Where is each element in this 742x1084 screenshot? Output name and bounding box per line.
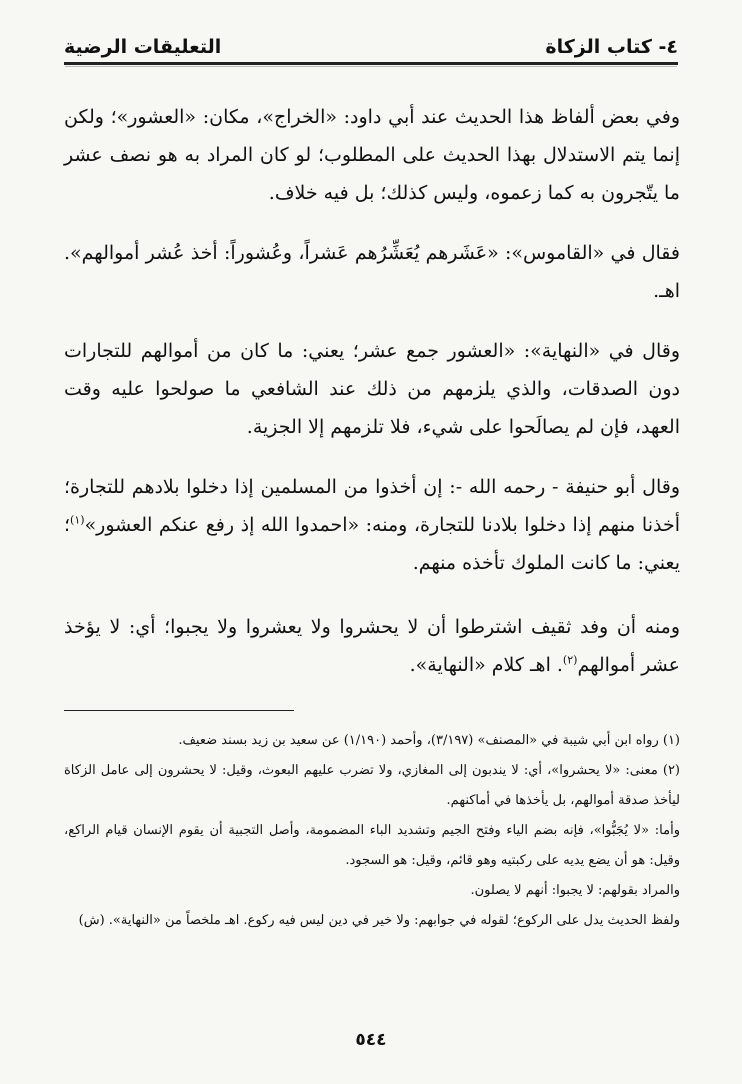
running-header [64,28,678,58]
book-title: التعليقات الرضية [64,36,222,58]
page-number: ٥٤٤ [355,1030,387,1050]
footnote-ref: (٢) [562,653,578,667]
footnote: ولفظ الحديث يدل على الركوع؛ لقوله في جوابهم: ولا خير في دين ليس فيه ركوع. اهـ ملخصاً من «النهاية». (ش) [78,913,680,928]
paragraph [64,608,680,684]
footnotes [64,726,680,936]
footnote: (١) رواه ابن أبي شيبة في «المصنف» (٣/١٩٧)، وأحمد (١/١٩٠) عن سعيد بن زيد بسند ضعيف. [178,733,680,748]
paragraph: وقال في «النهاية»: «العشور جمع عشر؛ يعني: ما كان من أموالهم للتجارات دون الصدقات، والذي يلزمهم من ذلك عند الشافعي ما صولحوا عليه وقت العهد، فإن لم يصالَحوا على شيء، فلا تلزمهم إلا الجزية. [64,340,680,438]
footnote: (٢) معنى: «لا يحشروا»، أي: لا يندبون إلى المغازي، ولا تضرب عليهم البعوث، وقيل: لا يحشرون إلى عامل الزكاة ليأخذ صدقة أموالهم، بل يأخذها في أماكنهم. [64,763,680,808]
paragraph-text: . اهـ كلام «النهاية». [409,654,563,676]
footnote: وأما: «لا يُجَبُّوا»، فإنه بضم الياء وفتح الجيم وتشديد الباء المضمومة، وأصل التجبية أن يقوم الإنسان قيام الراكع، وقيل: هو أن يضع يديه على ركبتيه وهو قائم، وقيل: هو السجود. [64,823,680,868]
header-rule [64,62,678,65]
chapter-title: ٤- كتاب الزكاة [545,36,678,58]
footnote-ref: (١) [70,513,85,527]
paragraph [64,468,680,582]
paragraph: وفي بعض ألفاظ هذا الحديث عند أبي داود: «الخراج»، مكان: «العشور»؛ ولكن إنما يتم الاستدلال بهذا الحديث على المطلوب؛ لو كان المراد به هو نصف عشر ما يتّجرون به كما زعموه، وليس كذلك؛ بل فيه خلاف. [64,106,680,204]
main-text [64,98,680,706]
paragraph-text: ومنه أن وفد ثقيف اشترطوا أن لا يحشروا ولا يعشروا ولا يجبوا؛ أي: لا يؤخذ عشر أموالهم [64,616,680,676]
footnote-rule [64,710,294,711]
paragraph-text: وقال أبو حنيفة - رحمه الله -: إن أخذوا من المسلمين إذا دخلوا بلادهم للتجارة؛ أخذنا منهم إذا دخلوا بلادنا للتجارة، ومنه: «احمدوا الله إذ رفع عنكم العشور» [64,476,680,536]
footnote: والمراد بقولهم: لا يجبوا: أنهم لا يصلون. [470,883,680,898]
paragraph-text: ؛ يعني: ما كانت الملوك تأخذه منهم. [64,514,680,574]
paragraph: فقال في «القاموس»: «عَشَرهم يُعَشِّرُهم عَشراً، وعُشوراً: أخذ عُشر أموالهم». اهـ. [64,242,680,302]
